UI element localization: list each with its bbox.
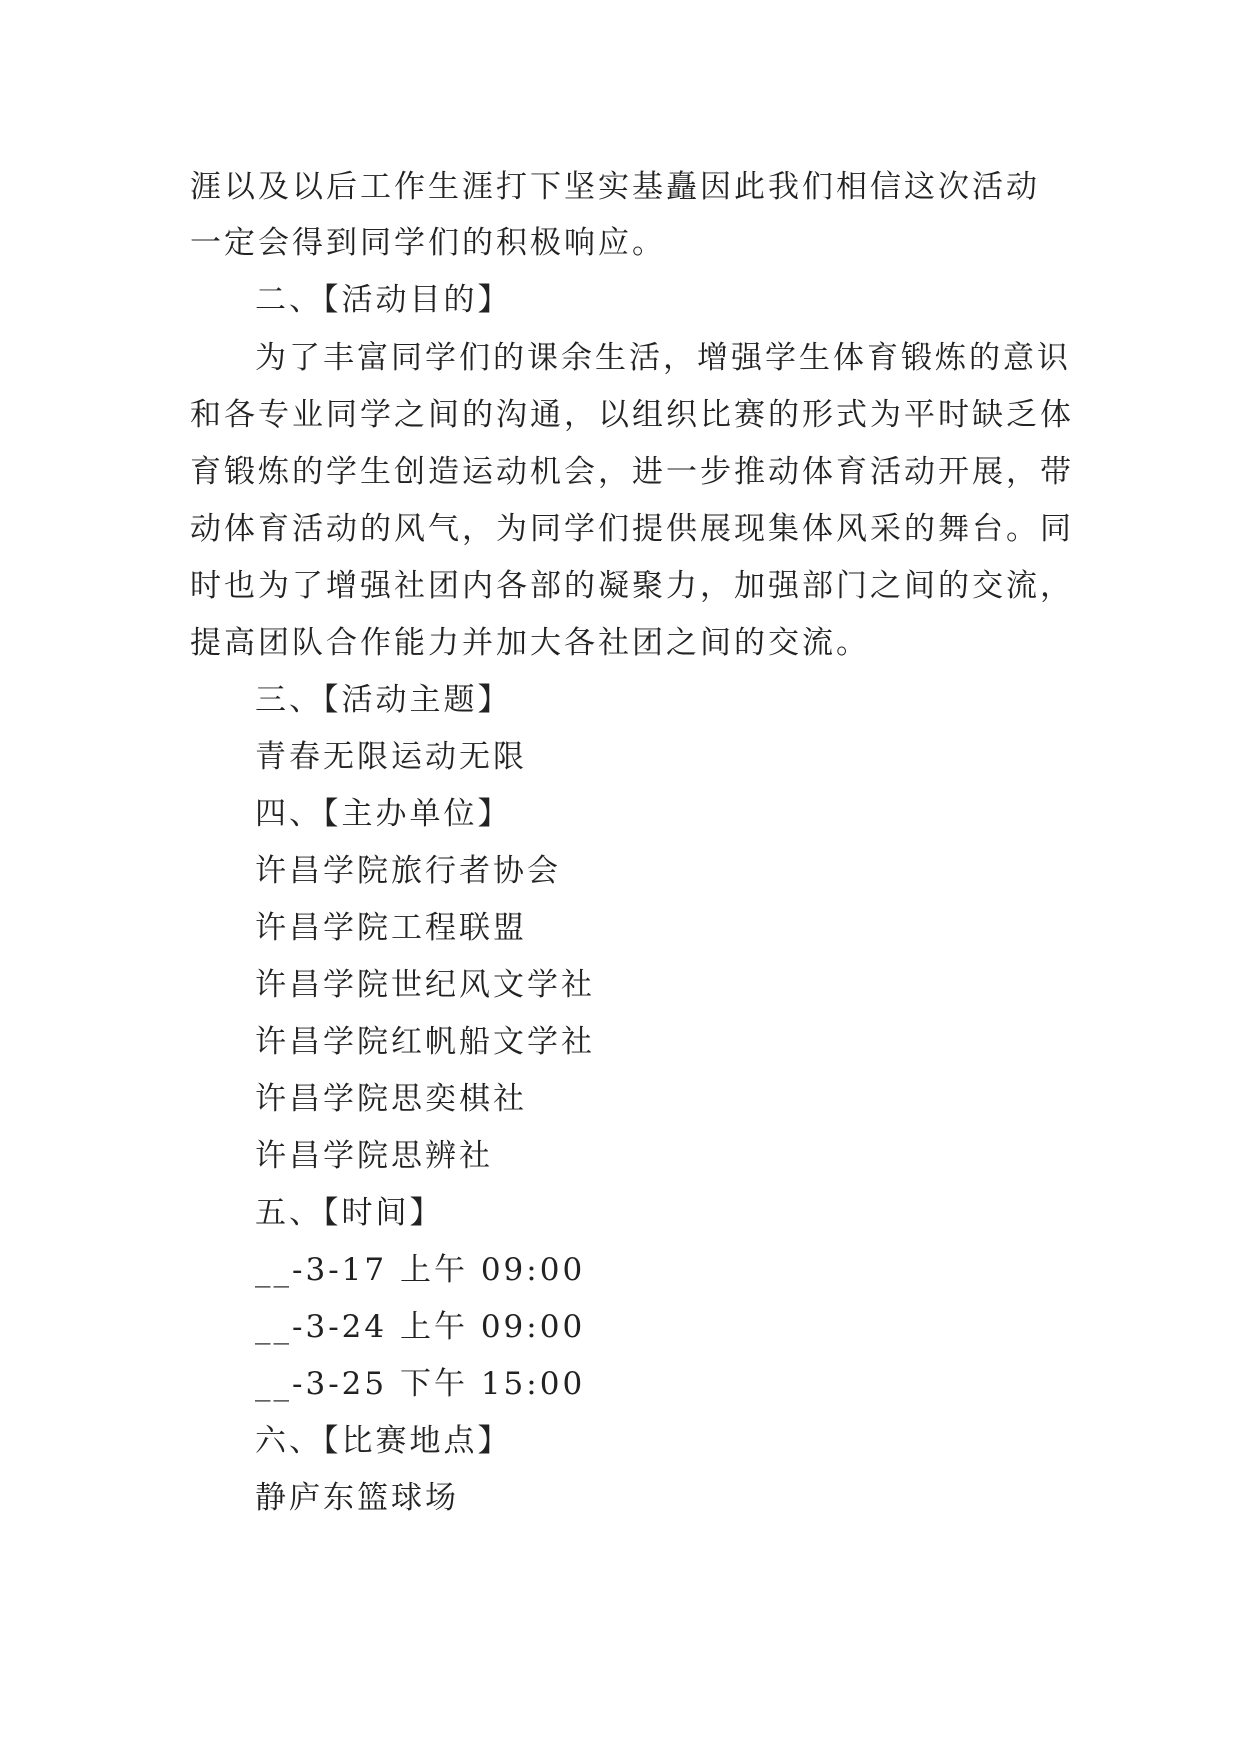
organizer-item: 许昌学院旅行者协会: [255, 853, 561, 889]
intro-line-2: 一定会得到同学们的积极响应。: [190, 225, 666, 261]
section-heading-purpose: 二、【活动目的】: [255, 282, 512, 318]
organizer-item: 许昌学院世纪风文学社: [255, 967, 595, 1003]
purpose-line-1: 为了丰富同学们的课余生活，增强学生体育锻炼的意识: [255, 340, 1071, 376]
section-heading-theme: 三、【活动主题】: [255, 682, 512, 718]
time-item: __-3-17 上午 09:00: [255, 1252, 586, 1288]
venue-text: 静庐东篮球场: [255, 1480, 459, 1516]
time-item: __-3-25 下午 15:00: [255, 1366, 586, 1402]
purpose-line-2: 和各专业同学之间的沟通，以组织比赛的形式为平时缺乏体: [190, 397, 1074, 433]
purpose-line-3: 育锻炼的学生创造运动机会，进一步推动体育活动开展，带: [190, 454, 1074, 490]
intro-line-1: 涯以及以后工作生涯打下坚实基矗因此我们相信这次活动: [190, 169, 1040, 205]
theme-text: 青春无限运动无限: [255, 739, 527, 775]
time-item: __-3-24 上午 09:00: [255, 1309, 586, 1345]
purpose-line-5: 时也为了增强社团内各部的凝聚力，加强部门之间的交流，: [190, 568, 1074, 604]
purpose-line-6: 提高团队合作能力并加大各社团之间的交流。: [190, 625, 870, 661]
organizer-item: 许昌学院思奕棋社: [255, 1081, 527, 1117]
section-heading-venue: 六、【比赛地点】: [255, 1423, 512, 1459]
section-heading-organizers: 四、【主办单位】: [255, 796, 512, 832]
purpose-line-4: 动体育活动的风气，为同学们提供展现集体风采的舞台。同: [190, 511, 1074, 547]
section-heading-time: 五、【时间】: [255, 1195, 444, 1231]
organizer-item: 许昌学院红帆船文学社: [255, 1024, 595, 1060]
organizer-item: 许昌学院思辨社: [255, 1138, 493, 1174]
organizer-item: 许昌学院工程联盟: [255, 910, 527, 946]
